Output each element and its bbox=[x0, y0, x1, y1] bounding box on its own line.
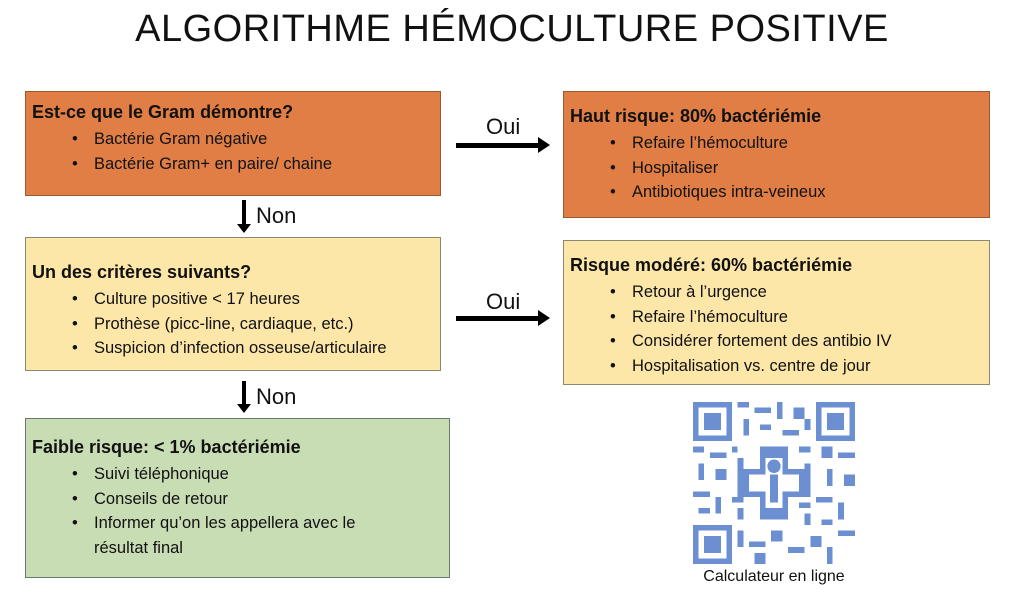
yes-label-1: Oui bbox=[486, 114, 521, 139]
box-moderate-risk bbox=[563, 240, 990, 385]
box-high-risk bbox=[563, 91, 990, 218]
box-gram-list bbox=[32, 127, 430, 176]
list-item: • Refaire l’hémoculture bbox=[632, 131, 979, 156]
box-moderate-list bbox=[570, 280, 979, 378]
no-label-2: Non bbox=[256, 384, 297, 409]
no-label-1: Non bbox=[256, 203, 297, 228]
box-low-risk bbox=[25, 418, 450, 578]
list-item: • Bactérie Gram+ en paire/ chaine bbox=[94, 152, 430, 177]
list-item: • Prothèse (picc-line, cardiaque, etc.) bbox=[94, 312, 430, 337]
box-gram-question bbox=[25, 91, 441, 196]
qr-caption: Calculateur en ligne bbox=[703, 568, 845, 585]
box-high-heading: Haut risque: 80% bactériémie bbox=[570, 106, 822, 126]
box-criteria-list bbox=[32, 287, 430, 361]
list-item: • Refaire l’hémoculture bbox=[632, 305, 979, 330]
box-low-list bbox=[32, 462, 439, 560]
list-item: • Bactérie Gram négative bbox=[94, 127, 430, 152]
arrow-down-icon bbox=[242, 381, 246, 405]
list-item: • Informer qu’on les appellera avec le résultat final bbox=[94, 511, 414, 560]
list-item: • Suivi téléphonique bbox=[94, 462, 439, 487]
arrow-right-icon bbox=[456, 143, 540, 148]
list-item: • Considérer fortement des antibio IV bbox=[632, 329, 979, 354]
list-item: • Antibiotiques intra-veineux bbox=[632, 180, 979, 205]
box-criteria-question bbox=[25, 237, 441, 371]
list-item: • Hospitaliser bbox=[632, 156, 979, 181]
yes-label-2: Oui bbox=[486, 289, 521, 314]
page-title: ALGORITHME HÉMOCULTURE POSITIVE bbox=[135, 8, 889, 50]
box-criteria-heading: Un des critères suivants? bbox=[32, 262, 252, 282]
box-high-list bbox=[570, 131, 979, 205]
box-moderate-heading: Risque modéré: 60% bactériémie bbox=[570, 255, 853, 275]
box-low-heading: Faible risque: < 1% bactériémie bbox=[32, 437, 301, 457]
list-item: • Conseils de retour bbox=[94, 487, 439, 512]
qr-code-icon[interactable] bbox=[693, 402, 855, 564]
list-item: • Culture positive < 17 heures bbox=[94, 287, 430, 312]
box-gram-heading: Est-ce que le Gram démontre? bbox=[32, 102, 294, 122]
arrow-down-icon bbox=[242, 200, 246, 225]
list-item: • Retour à l’urgence bbox=[632, 280, 979, 305]
list-item: • Suspicion d’infection osseuse/articulaire bbox=[94, 336, 430, 361]
list-item: • Hospitalisation vs. centre de jour bbox=[632, 354, 979, 379]
arrow-right-icon bbox=[456, 316, 540, 321]
